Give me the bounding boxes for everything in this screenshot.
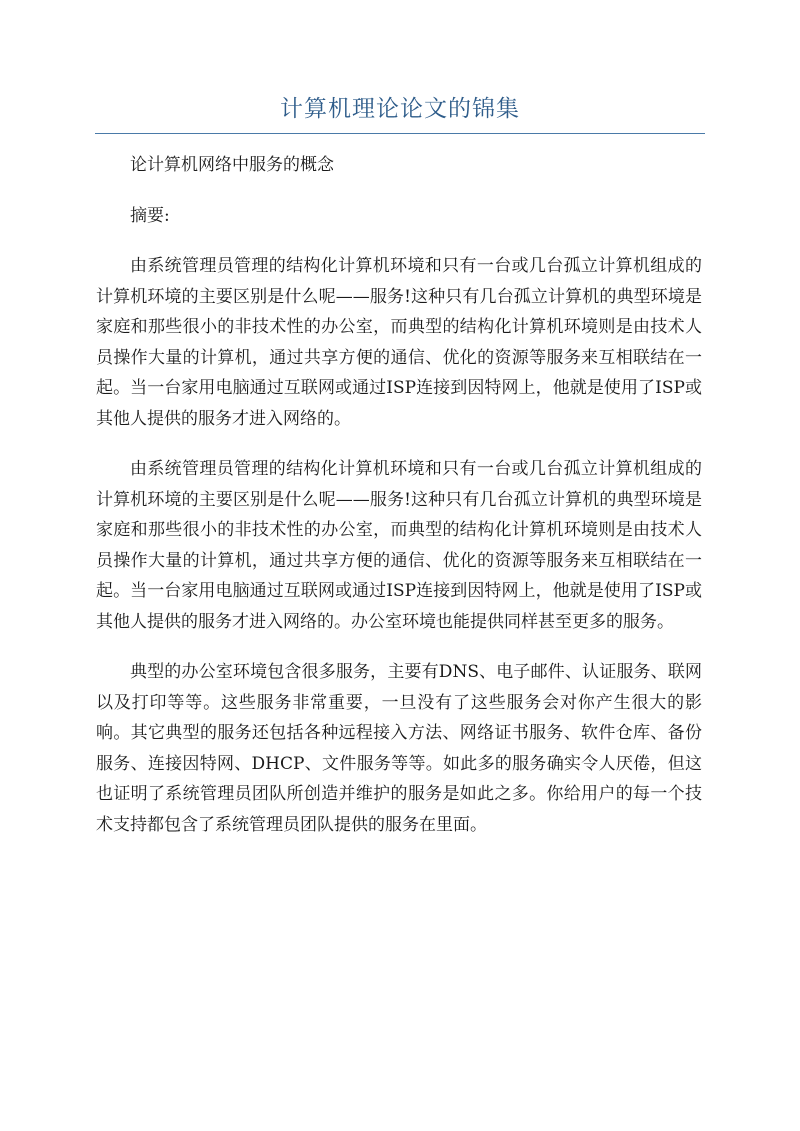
abstract-label: 摘要: (130, 205, 170, 226)
body-paragraph: 典型的办公室环境包含很多服务，主要有DNS、电子邮件、认证服务、联网以及打印等等。这些服务非常重要，一旦没有了这些服务会对你产生很大的影响。其它典型的服务还包括各种远程接入方法、网络证书服务、软件仓库、备份服务、连接因特网、DHCP、文件服务等等。如此多的服务确实令人厌倦，但这也证明了系统管理员团队所创造并维护的服务是如此之多。你给用户的每一个技术支持都包含了系统管理员团队提供的服务在里面。 (96, 662, 702, 835)
title-underline-rule (95, 133, 705, 134)
document-title: 计算机理论论文的锦集 (280, 96, 520, 122)
body-paragraph: 由系统管理员管理的结构化计算机环境和只有一台或几台孤立计算机组成的计算机环境的主要区别是什么呢——服务!这种只有几台孤立计算机的典型环境是家庭和那些很小的非技术性的办公室，而典型的结构化计算机环境则是由技术人员操作大量的计算机，通过共享方便的通信、优化的资源等服务来互相联结在一起。当一台家用电脑通过互联网或通过ISP连接到因特网上，他就是使用了ISP或其他人提供的服务才进入网络的。办公室环境也能提供同样甚至更多的服务。 (96, 459, 702, 632)
article-subtitle: 论计算机网络中服务的概念 (130, 155, 334, 175)
body-paragraph: 由系统管理员管理的结构化计算机环境和只有一台或几台孤立计算机组成的计算机环境的主要区别是什么呢——服务!这种只有几台孤立计算机的典型环境是家庭和那些很小的非技术性的办公室，而典型的结构化计算机环境则是由技术人员操作大量的计算机，通过共享方便的通信、优化的资源等服务来互相联结在一起。当一台家用电脑通过互联网或通过ISP连接到因特网上，他就是使用了ISP或其他人提供的服务才进入网络的。 (96, 256, 702, 429)
document-body (96, 150, 702, 860)
